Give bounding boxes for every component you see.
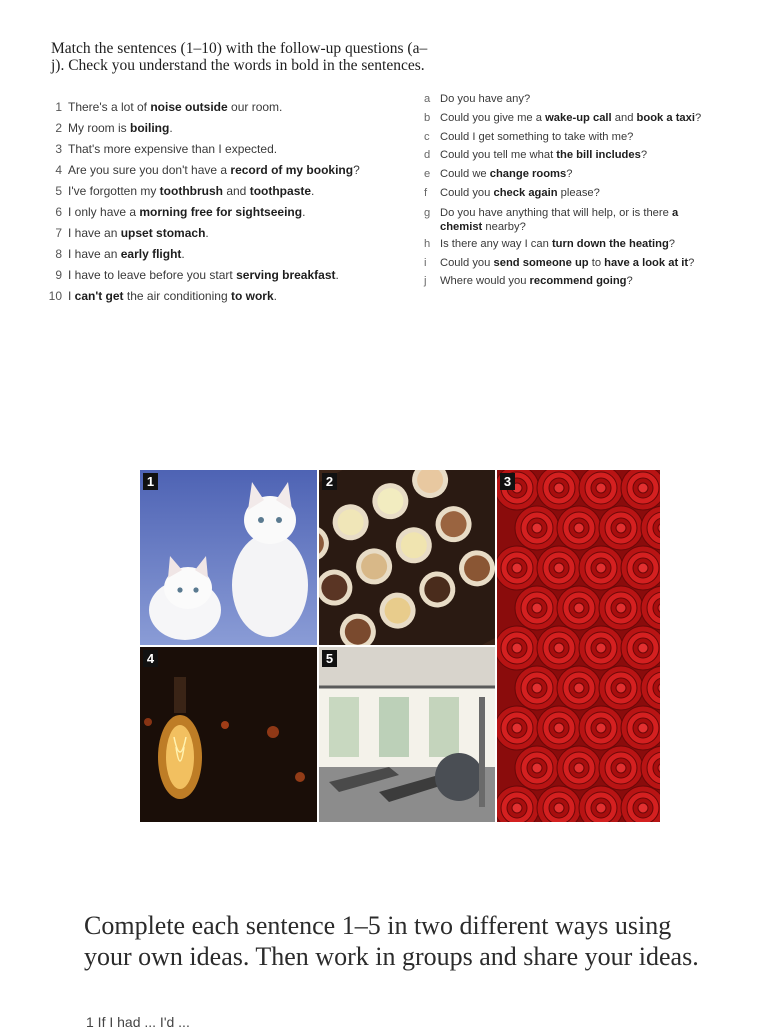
text-fragment: Where would you	[440, 275, 530, 287]
sentence-item	[40, 226, 209, 240]
text-fragment: .	[273, 289, 277, 303]
question-item	[424, 112, 701, 124]
sentence-item	[40, 205, 305, 219]
text-fragment: and	[223, 184, 250, 198]
sentence-number: 10	[48, 289, 62, 303]
text-fragment: That's more expensive than I expected.	[68, 142, 278, 156]
question-item	[424, 275, 633, 287]
text-fragment: ?	[688, 257, 695, 269]
text-fragment: ?	[640, 149, 648, 161]
bold-phrase: early flight	[120, 247, 182, 261]
bold-phrase: noise outside	[150, 100, 228, 114]
bold-phrase: wake-up call	[545, 112, 612, 124]
text-fragment: and	[611, 112, 637, 124]
text-fragment: Is there any way I can	[440, 238, 552, 250]
sentence-number: 6	[55, 205, 62, 219]
chocolates-photo	[319, 470, 495, 645]
sentence-item	[40, 121, 173, 135]
bold-phrase: change rooms	[489, 168, 567, 180]
sentence-number: 9	[55, 268, 62, 282]
question-letter: a	[424, 93, 431, 105]
text-fragment: Could I get something to take with me?	[440, 131, 634, 143]
text-fragment: ?	[668, 238, 676, 250]
photo-label: 5	[322, 650, 337, 667]
bold-phrase: a	[671, 207, 679, 219]
bold-phrase: send someone up	[493, 257, 589, 269]
text-fragment: our room.	[227, 100, 283, 114]
sentence-item	[40, 247, 185, 261]
sentence-number: 3	[55, 142, 62, 156]
bold-phrase: record of my booking	[230, 163, 354, 177]
text-fragment: .	[335, 268, 339, 282]
bold-phrase: the bill includes	[556, 149, 641, 161]
bold-phrase: book a taxi	[636, 112, 695, 124]
text-fragment: to	[588, 257, 605, 269]
text-fragment: .	[205, 226, 209, 240]
question-letter: h	[424, 238, 431, 250]
text-fragment: Could you	[440, 257, 494, 269]
text-fragment: .	[302, 205, 306, 219]
bold-phrase: toothpaste	[249, 184, 312, 198]
text-fragment: .	[311, 184, 315, 198]
sentence-number: 2	[55, 121, 62, 135]
text-fragment: ?	[353, 163, 360, 177]
text-fragment: I	[68, 289, 75, 303]
gym-photo	[319, 647, 495, 822]
text-fragment: Are you sure you don't have a	[68, 163, 231, 177]
text-fragment: .	[169, 121, 173, 135]
question-letter: i	[424, 257, 427, 269]
text-fragment: I've forgotten my	[68, 184, 160, 198]
question-item	[424, 187, 600, 199]
light-bulb-photo	[140, 647, 317, 822]
bold-phrase: serving breakfast	[236, 268, 336, 282]
bold-phrase: recommend going	[529, 275, 627, 287]
bold-phrase: toothbrush	[159, 184, 223, 198]
photo-label: 1	[143, 473, 158, 490]
text-fragment: I have an	[68, 247, 121, 261]
roses-photo	[497, 470, 660, 822]
text-fragment: I only have a	[68, 205, 140, 219]
question-item	[424, 257, 694, 269]
text-fragment: nearby?	[482, 221, 526, 233]
question-item	[424, 93, 530, 105]
text-fragment: Could we	[440, 168, 490, 180]
text-fragment: Could you tell me what	[440, 149, 557, 161]
photo-grid	[140, 470, 660, 826]
bold-phrase: morning free for sightseeing	[139, 205, 303, 219]
sentence-item	[40, 184, 314, 198]
text-fragment: I have an	[68, 226, 121, 240]
photo-label: 2	[322, 473, 337, 490]
question-letter: d	[424, 149, 431, 161]
sentence-number: 1	[55, 100, 62, 114]
task-instructions: Complete each sentence 1–5 in two different ways using your own ideas. Then work in groups and share your ideas.	[84, 911, 699, 971]
bold-phrase: have a look at it	[604, 257, 689, 269]
question-continuation	[424, 220, 724, 234]
question-letter: f	[424, 187, 428, 199]
sentence-number: 4	[55, 163, 62, 177]
text-fragment: .	[181, 247, 185, 261]
question-item	[424, 206, 724, 234]
sentence-item	[40, 268, 339, 282]
text-fragment: ?	[566, 168, 573, 180]
sentence-item	[40, 100, 282, 114]
text-fragment: There's a lot of	[68, 100, 151, 114]
sentence-number: 8	[55, 247, 62, 261]
bold-phrase: upset stomach	[120, 226, 206, 240]
text-fragment: please?	[557, 187, 600, 199]
text-fragment: Do you have anything that will help, or is there	[440, 207, 672, 219]
question-item	[424, 238, 675, 250]
text-fragment: the air conditioning	[123, 289, 231, 303]
question-letter: b	[424, 112, 431, 124]
photo-label: 4	[143, 650, 158, 667]
bold-phrase: boiling	[130, 121, 170, 135]
text-fragment: Do you have any?	[440, 93, 531, 105]
text-fragment: Could you give me a	[440, 112, 546, 124]
question-item	[424, 149, 647, 161]
exercise-instructions: Match the sentences (1–10) with the follow-up questions (a–j). Check you understand the words in bold in the sentences.	[51, 40, 428, 74]
text-fragment: I have to leave before you start	[68, 268, 237, 282]
question-letter: e	[424, 168, 431, 180]
question-letter: c	[424, 131, 430, 143]
bold-phrase: to work	[230, 289, 274, 303]
kittens-photo	[140, 470, 317, 645]
question-letter: g	[424, 207, 431, 219]
text-fragment: My room is	[68, 121, 131, 135]
sentence-number: 7	[55, 226, 62, 240]
bold-phrase: can't get	[74, 289, 124, 303]
text-fragment: Could you	[440, 187, 494, 199]
sentence-number: 5	[55, 184, 62, 198]
question-item	[424, 131, 633, 143]
bold-phrase: turn down the heating	[551, 238, 669, 250]
sentence-item	[40, 289, 277, 303]
bold-phrase: check again	[493, 187, 558, 199]
cut-off-sentence: 1 If I had ... I'd ...	[86, 1014, 190, 1030]
photo-label: 3	[500, 473, 515, 490]
bold-phrase: chemist	[440, 221, 483, 233]
text-fragment: ?	[626, 275, 633, 287]
question-item	[424, 168, 572, 180]
text-fragment: ?	[694, 112, 702, 124]
question-letter: j	[424, 275, 427, 287]
sentence-item	[40, 163, 360, 177]
sentence-item	[40, 142, 277, 156]
